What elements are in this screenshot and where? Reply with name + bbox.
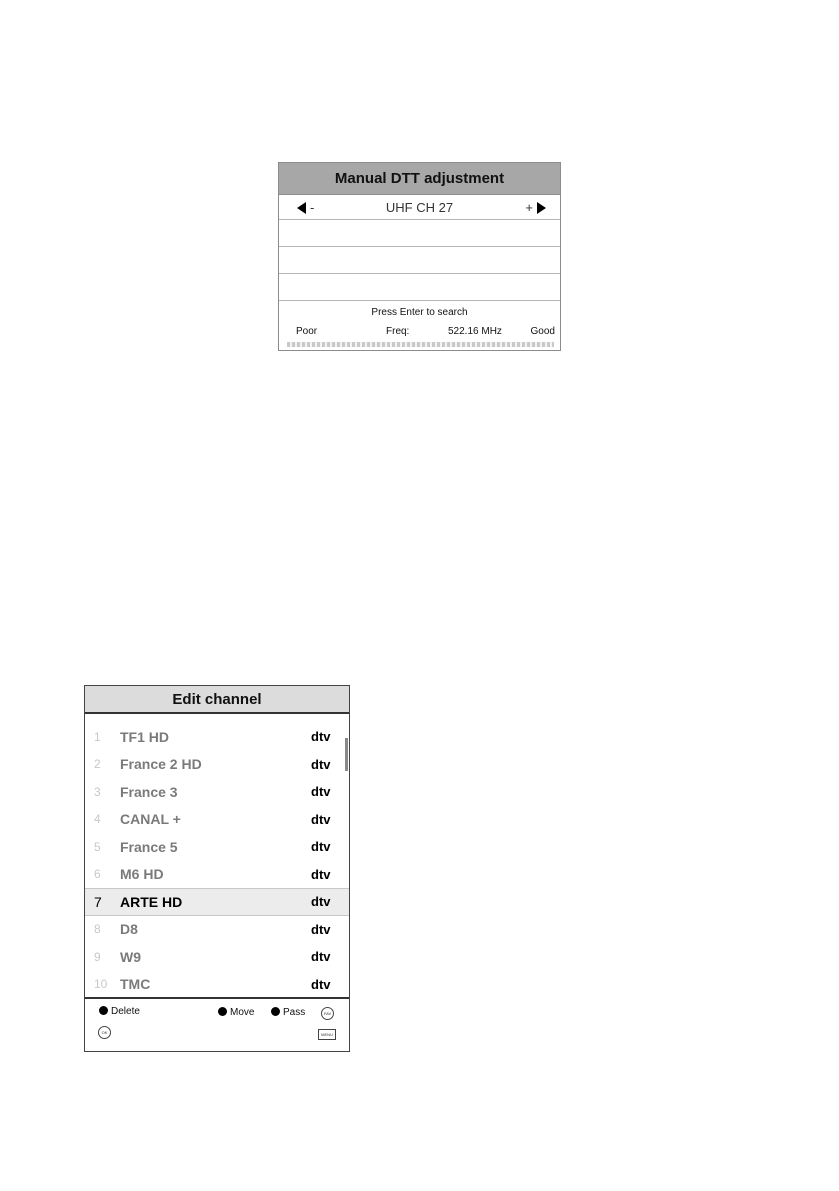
- channel-row[interactable]: [85, 943, 349, 971]
- channel-list: [85, 723, 349, 993]
- frequency-label: Freq:: [386, 326, 410, 337]
- channel-type: dtv: [311, 784, 331, 800]
- green-dot-icon: [218, 1007, 227, 1016]
- red-dot-icon: [99, 1006, 108, 1015]
- channel-name: France 3: [120, 783, 178, 800]
- channel-number: 4: [94, 812, 101, 827]
- channel-row[interactable]: [85, 751, 349, 779]
- frequency-value: 522.16 MHz: [448, 326, 502, 337]
- left-arrow-icon: [297, 202, 306, 214]
- channel-increase-button[interactable]: [525, 200, 546, 215]
- channel-name: ARTE HD: [120, 893, 183, 910]
- channel-row[interactable]: [85, 723, 349, 751]
- channel-type: dtv: [311, 949, 331, 965]
- channel-name: W9: [120, 948, 141, 965]
- plus-label: +: [525, 200, 533, 215]
- edit-channel-footer: [85, 997, 349, 1051]
- fav-key-icon[interactable]: FAV: [321, 1007, 334, 1020]
- channel-name: TF1 HD: [120, 728, 169, 745]
- dtt-panel-title: Manual DTT adjustment: [279, 163, 560, 195]
- channel-number: 5: [94, 839, 101, 854]
- channel-number: 6: [94, 867, 101, 882]
- dtt-footer: [279, 301, 560, 355]
- channel-row[interactable]: [85, 833, 349, 861]
- minus-label: -: [310, 200, 315, 215]
- channel-number: 7: [94, 893, 102, 910]
- channel-number: 2: [94, 757, 101, 772]
- signal-poor-label: Poor: [296, 326, 318, 337]
- channel-row[interactable]: [85, 916, 349, 944]
- pass-label: Pass: [283, 1007, 306, 1018]
- channel-number: 3: [94, 784, 101, 799]
- channel-name: France 5: [120, 838, 178, 855]
- channel-type: dtv: [311, 921, 331, 937]
- empty-row: [279, 247, 560, 274]
- channel-name: France 2 HD: [120, 756, 202, 773]
- search-hint: Press Enter to search: [371, 307, 468, 318]
- channel-decrease-button[interactable]: [297, 200, 314, 215]
- right-arrow-icon: [537, 202, 546, 214]
- channel-name: TMC: [120, 976, 151, 993]
- channel-type: dtv: [311, 756, 331, 772]
- channel-number: 9: [94, 949, 101, 964]
- channel-type: dtv: [311, 976, 331, 992]
- channel-type: dtv: [311, 811, 331, 827]
- delete-action[interactable]: [99, 1006, 140, 1017]
- channel-name: D8: [120, 921, 138, 938]
- menu-key-icon[interactable]: MENU: [318, 1029, 336, 1040]
- edit-channel-panel: [84, 685, 350, 1052]
- channel-number: 1: [94, 729, 101, 744]
- yellow-dot-icon: [271, 1007, 280, 1016]
- move-label: Move: [230, 1007, 255, 1018]
- channel-row[interactable]: [85, 971, 349, 999]
- channel-type: dtv: [311, 729, 331, 745]
- channel-row[interactable]: [85, 861, 349, 889]
- ok-key-icon[interactable]: OK: [98, 1026, 111, 1039]
- channel-list-scrollbar[interactable]: [345, 738, 348, 771]
- signal-good-label: Good: [530, 326, 555, 337]
- signal-strength-bar: [287, 342, 554, 347]
- delete-label: Delete: [111, 1006, 140, 1017]
- empty-row: [279, 274, 560, 301]
- move-action[interactable]: [218, 1007, 254, 1018]
- channel-selector[interactable]: [279, 195, 560, 220]
- channel-number: 8: [94, 922, 101, 937]
- channel-value: UHF CH 27: [385, 199, 454, 215]
- channel-name: M6 HD: [120, 866, 164, 883]
- signal-info-row: [279, 326, 560, 340]
- channel-name: CANAL +: [120, 811, 181, 828]
- channel-type: dtv: [311, 894, 331, 910]
- empty-row: [279, 220, 560, 247]
- channel-row[interactable]: [85, 778, 349, 806]
- channel-number: 10: [94, 977, 108, 992]
- edit-channel-title: Edit channel: [85, 686, 349, 714]
- channel-row-selected[interactable]: [85, 888, 349, 916]
- channel-type: dtv: [311, 839, 331, 855]
- pass-action[interactable]: [271, 1007, 305, 1018]
- channel-row[interactable]: [85, 806, 349, 834]
- manual-dtt-panel: [278, 162, 561, 351]
- channel-type: dtv: [311, 866, 331, 882]
